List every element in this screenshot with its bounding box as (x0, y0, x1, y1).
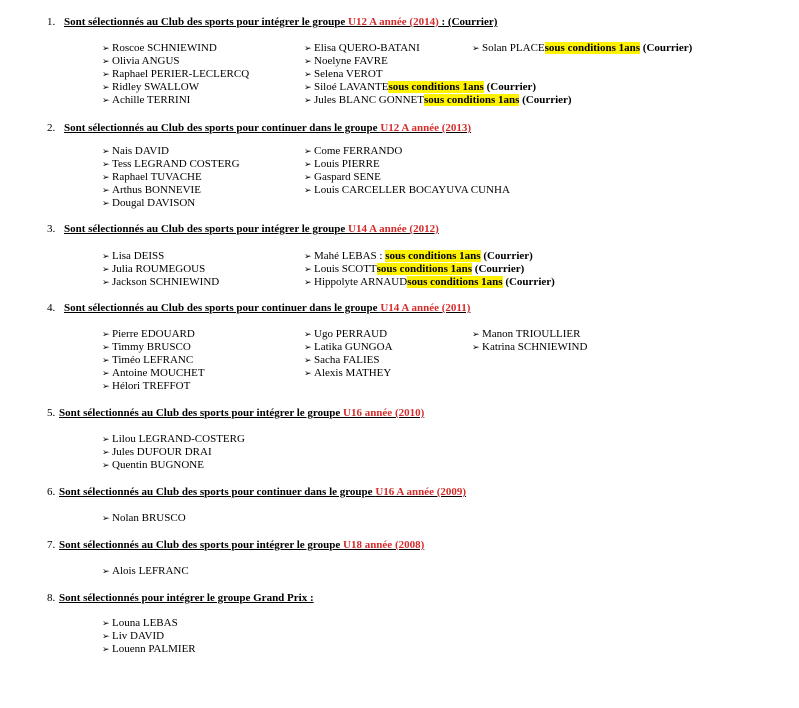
section-number: 2. (47, 122, 56, 134)
bullet-arrow-icon: ➢ (304, 186, 312, 196)
bullet-arrow-icon: ➢ (102, 199, 110, 209)
list-item (102, 263, 219, 276)
list-item (304, 276, 555, 289)
name-column (304, 250, 555, 289)
list-item (102, 42, 249, 55)
bullet-arrow-icon: ➢ (102, 96, 110, 106)
list-item (102, 565, 189, 578)
member-name: Solan PLACE (482, 42, 545, 54)
name-column (102, 250, 219, 289)
list-item (304, 184, 510, 197)
list-item (102, 433, 245, 446)
list-item (304, 68, 572, 81)
bullet-arrow-icon: ➢ (304, 369, 312, 379)
group-name: U18 année (2008) (343, 539, 425, 551)
bullet-arrow-icon: ➢ (102, 619, 110, 629)
list-item (102, 512, 186, 525)
bullet-arrow-icon: ➢ (304, 70, 312, 80)
member-name: Pierre EDOUARD (112, 328, 195, 340)
member-name: Come FERRANDO (314, 145, 403, 157)
condition-badge: sous conditions 1ans (376, 263, 473, 275)
bullet-arrow-icon: ➢ (304, 44, 312, 54)
bullet-arrow-icon: ➢ (102, 70, 110, 80)
bullet-arrow-icon: ➢ (304, 343, 312, 353)
courrier-note: (Courrier) (474, 263, 525, 275)
courrier-note: (Courrier) (505, 276, 555, 288)
condition-badge: sous conditions 1ans (544, 42, 641, 54)
list-item (102, 250, 219, 263)
list-item (102, 630, 196, 643)
list-item (304, 263, 555, 276)
bullet-arrow-icon: ➢ (304, 356, 312, 366)
bullet-arrow-icon: ➢ (304, 160, 312, 170)
bullet-arrow-icon: ➢ (102, 343, 110, 353)
heading-text: Sont sélectionnés pour intégrer le groupe Grand Prix : (59, 592, 314, 604)
bullet-arrow-icon: ➢ (102, 57, 110, 67)
list-item (102, 158, 240, 171)
member-name: Elisa QUERO-BATANI (314, 42, 420, 54)
bullet-arrow-icon: ➢ (304, 147, 312, 157)
member-name: Arthus BONNEVIE (112, 184, 201, 196)
courrier-note: (Courrier) (642, 42, 693, 54)
name-column (102, 565, 189, 578)
list-item (102, 328, 205, 341)
name-column (304, 328, 393, 380)
bullet-arrow-icon: ➢ (102, 448, 110, 458)
section-heading (59, 539, 424, 552)
heading-text: Sont sélectionnés au Club des sports pour continuer dans le groupe (64, 302, 381, 314)
member-name: Julia ROUMEGOUS (112, 263, 206, 275)
section-number: 5. (47, 407, 56, 419)
bullet-arrow-icon: ➢ (102, 44, 110, 54)
member-name: Louis PIERRE (314, 158, 380, 170)
bullet-arrow-icon: ➢ (102, 632, 110, 642)
bullet-arrow-icon: ➢ (304, 57, 312, 67)
member-name: Timmy BRUSCO (112, 341, 191, 353)
member-name: Liv DAVID (112, 630, 165, 642)
section-number: 7. (47, 539, 56, 551)
heading-text: Sont sélectionnés au Club des sports pour intégrer le groupe (59, 539, 343, 551)
heading-text: Sont sélectionnés au Club des sports pour intégrer le groupe (59, 407, 343, 419)
member-name: Nais DAVID (112, 145, 169, 157)
section-heading (64, 16, 497, 29)
member-name: Jules BLANC GONNET (314, 94, 424, 106)
member-name: Raphael TUVACHE (112, 171, 202, 183)
list-item (102, 446, 245, 459)
bullet-arrow-icon: ➢ (102, 567, 110, 577)
member-name: Siloé LAVANTE (314, 81, 389, 93)
section-number: 1. (47, 16, 56, 28)
bullet-arrow-icon: ➢ (304, 252, 312, 262)
group-name: U12 A année (2013) (380, 122, 472, 134)
member-name: Katrina SCHNIEWIND (482, 341, 588, 353)
section-number: 8. (47, 592, 56, 604)
group-name: U14 A année (2011) (380, 302, 471, 314)
member-name: Hélori TREFFOT (112, 380, 191, 392)
list-item (304, 94, 572, 107)
list-item (102, 643, 196, 656)
list-item (102, 367, 205, 380)
list-item (304, 354, 393, 367)
list-item (102, 68, 249, 81)
list-item (304, 171, 510, 184)
condition-badge: sous conditions 1ans (385, 250, 481, 262)
member-name: Louenn PALMIER (112, 643, 196, 655)
member-name: Alexis MATHEY (314, 367, 392, 379)
bullet-arrow-icon: ➢ (102, 173, 110, 183)
list-item (102, 184, 240, 197)
bullet-arrow-icon: ➢ (102, 147, 110, 157)
list-item (472, 341, 587, 354)
heading-text: Sont sélectionnés au Club des sports pour continuer dans le groupe (64, 122, 381, 134)
list-item (102, 94, 249, 107)
bullet-arrow-icon: ➢ (304, 265, 312, 275)
member-name: Jules DUFOUR DRAI (112, 446, 212, 458)
list-item (304, 328, 393, 341)
member-name: Olivia ANGUS (112, 55, 180, 67)
list-item (304, 81, 572, 94)
bullet-arrow-icon: ➢ (304, 96, 312, 106)
heading-suffix: : (Courrier) (438, 16, 498, 28)
section-number: 4. (47, 302, 56, 314)
name-column (472, 328, 587, 354)
courrier-note: (Courrier) (522, 94, 572, 106)
member-name: Mahé LEBAS : (314, 250, 386, 262)
section-heading (64, 302, 470, 315)
list-item (102, 197, 240, 210)
bullet-arrow-icon: ➢ (472, 44, 480, 54)
list-item (304, 145, 510, 158)
member-name: Louis CARCELLER BOCAYUVA CUNHA (314, 184, 510, 196)
bullet-arrow-icon: ➢ (102, 435, 110, 445)
section-heading (64, 223, 439, 236)
section-heading (64, 122, 471, 135)
member-name: Lilou LEGRAND-COSTERG (112, 433, 245, 445)
condition-badge: sous conditions 1ans (407, 276, 503, 288)
list-item (102, 145, 240, 158)
list-item (472, 328, 587, 341)
member-name: Lisa DEISS (112, 250, 165, 262)
bullet-arrow-icon: ➢ (102, 645, 110, 655)
bullet-arrow-icon: ➢ (102, 461, 110, 471)
bullet-arrow-icon: ➢ (472, 330, 480, 340)
list-item (102, 81, 249, 94)
group-name: U14 A année (2012) (348, 223, 439, 235)
name-column (102, 328, 205, 393)
bullet-arrow-icon: ➢ (304, 83, 312, 93)
heading-text: Sont sélectionnés au Club des sports pour intégrer le groupe (64, 223, 348, 235)
member-name: Louna LEBAS (112, 617, 178, 629)
bullet-arrow-icon: ➢ (304, 278, 312, 288)
condition-badge: sous conditions 1ans (424, 94, 520, 106)
bullet-arrow-icon: ➢ (102, 514, 110, 524)
member-name: Louis SCOTT (314, 263, 377, 275)
member-name: Latika GUNGOA (314, 341, 393, 353)
courrier-note: (Courrier) (483, 250, 533, 262)
list-item (102, 617, 196, 630)
list-item (102, 276, 219, 289)
member-name: Timéo LEFRANC (112, 354, 194, 366)
list-item (304, 367, 393, 380)
list-item (102, 341, 205, 354)
group-name: U16 A année (2009) (375, 486, 467, 498)
member-name: Raphael PERIER-LECLERCQ (112, 68, 250, 80)
bullet-arrow-icon: ➢ (102, 252, 110, 262)
list-item (102, 171, 240, 184)
courrier-note: (Courrier) (486, 81, 537, 93)
name-column (102, 145, 240, 210)
list-item (304, 158, 510, 171)
member-name: Roscoe SCHNIEWIND (112, 42, 217, 54)
member-name: Sacha FALIES (314, 354, 380, 366)
list-item (304, 250, 555, 263)
list-item (102, 354, 205, 367)
member-name: Alois LEFRANC (112, 565, 189, 577)
section-heading (59, 486, 466, 499)
bullet-arrow-icon: ➢ (102, 330, 110, 340)
bullet-arrow-icon: ➢ (102, 278, 110, 288)
list-item (304, 341, 393, 354)
bullet-arrow-icon: ➢ (102, 356, 110, 366)
name-column (102, 42, 249, 107)
group-name: U16 année (2010) (343, 407, 425, 419)
bullet-arrow-icon: ➢ (102, 160, 110, 170)
member-name: Quentin BUGNONE (112, 459, 204, 471)
bullet-arrow-icon: ➢ (102, 382, 110, 392)
section-number: 6. (47, 486, 56, 498)
name-column (102, 617, 196, 656)
bullet-arrow-icon: ➢ (304, 173, 312, 183)
bullet-arrow-icon: ➢ (472, 343, 480, 353)
bullet-arrow-icon: ➢ (102, 186, 110, 196)
name-column (472, 42, 692, 55)
heading-text: Sont sélectionnés au Club des sports pour intégrer le groupe (64, 16, 348, 28)
group-name: U12 A année (2014) (348, 16, 439, 28)
name-column (304, 145, 510, 197)
list-item (102, 380, 205, 393)
condition-badge: sous conditions 1ans (388, 81, 484, 93)
member-name: Dougal DAVISON (112, 197, 196, 209)
member-name: Achille TERRINI (112, 94, 191, 106)
name-column (102, 433, 245, 472)
section-heading (59, 407, 424, 420)
list-item (472, 42, 692, 55)
member-name: Ugo PERRAUD (314, 328, 388, 340)
bullet-arrow-icon: ➢ (304, 330, 312, 340)
member-name: Manon TRIOULLIER (482, 328, 581, 340)
member-name: Nolan BRUSCO (112, 512, 186, 524)
member-name: Tess LEGRAND COSTERG (112, 158, 240, 170)
bullet-arrow-icon: ➢ (102, 265, 110, 275)
member-name: Ridley SWALLOW (112, 81, 200, 93)
member-name: Selena VEROT (314, 68, 383, 80)
list-item (304, 55, 572, 68)
bullet-arrow-icon: ➢ (102, 83, 110, 93)
member-name: Noelyne FAVRE (314, 55, 388, 67)
member-name: Gaspard SENE (314, 171, 381, 183)
section-heading (59, 592, 314, 605)
name-column (102, 512, 186, 525)
member-name: Hippolyte ARNAUD (314, 276, 408, 288)
list-item (102, 459, 245, 472)
heading-text: Sont sélectionnés au Club des sports pour continuer dans le groupe (59, 486, 376, 498)
section-number: 3. (47, 223, 56, 235)
member-name: Antoine MOUCHET (112, 367, 205, 379)
list-item (102, 55, 249, 68)
bullet-arrow-icon: ➢ (102, 369, 110, 379)
member-name: Jackson SCHNIEWIND (112, 276, 220, 288)
